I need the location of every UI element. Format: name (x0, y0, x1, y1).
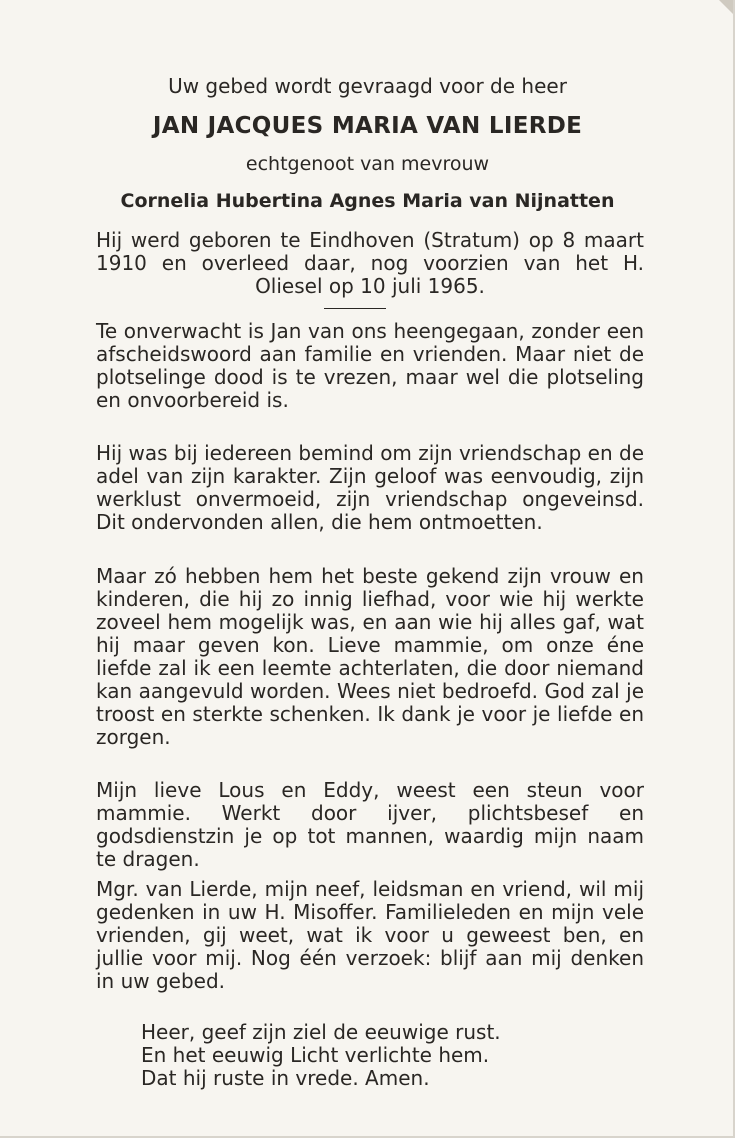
deceased-name: JAN JACQUES MARIA VAN LIERDE (152, 113, 583, 139)
card-corner-fold (719, 0, 733, 14)
birth-death-statement: Hij werd geboren te Eindhoven (Stratum) op 8 maart 1910 en overleed daar, nog voorzien van het H. Oliesel op 10 juli 1965. (96, 228, 644, 298)
divider-line (324, 308, 386, 309)
paragraph-children: Mijn lieve Lous en Eddy, weest een steun voor mammie. Werkt door ijver, plichtsbesef en godsdienstzin je op tot mannen, waardig mijn naam te dragen. (96, 778, 644, 871)
paragraph-sudden-death: Te onverwacht is Jan van ons heengegaan, zonder een afscheidswoord aan familie en vrienden. Maar niet de plotselinge dood is te vrezen, maar wel die plotseling en onvoorbereid is. (96, 319, 644, 412)
paragraph-family: Maar zó hebben hem het beste gekend zijn vrouw en kinderen, die hij zo innig liefhad, voor wie hij werkte zoveel hem mogelijk was, en aan wie hij alles gaf, wat hij maar geven kon. Lieve mammie, om onze éne liefde zal ik een leemte achterlaten, die door niemand kan aangevuld worden. Wees niet bedroefd. God zal je troost en sterkte schenken. Ik dank je voor je liefde en zorgen. (96, 564, 644, 749)
prayer-line: Heer, geef zijn ziel de eeuwige rust. (141, 1020, 501, 1044)
prayer-request-intro: Uw gebed wordt gevraagd voor de heer (168, 74, 567, 98)
prayer-line: En het eeuwig Licht verlichte hem. (141, 1043, 490, 1067)
prayer-line: Dat hij ruste in vrede. Amen. (141, 1066, 430, 1090)
paragraph-request: Mgr. van Lierde, mijn neef, leidsman en vriend, wil mij gedenken in uw H. Misoffer. Familieleden en mijn vele vrienden, gij weet, wat ik voor u geweest ben, en jullie voor mij. Nog één verzoek: blijf aan mij denken in uw gebed. (96, 877, 644, 993)
spouse-name: Cornelia Hubertina Agnes Maria van Nijnatten (120, 190, 615, 212)
paragraph-character: Hij was bij iedereen bemind om zijn vriendschap en de adel van zijn karakter. Zijn geloof was eenvoudig, zijn werklust onvermoeid, zijn vriendschap ongeveinsd. Dit ondervonden allen, die hem ontmoetten. (96, 441, 644, 534)
spouse-label: echtgenoot van mevrouw (245, 153, 490, 175)
